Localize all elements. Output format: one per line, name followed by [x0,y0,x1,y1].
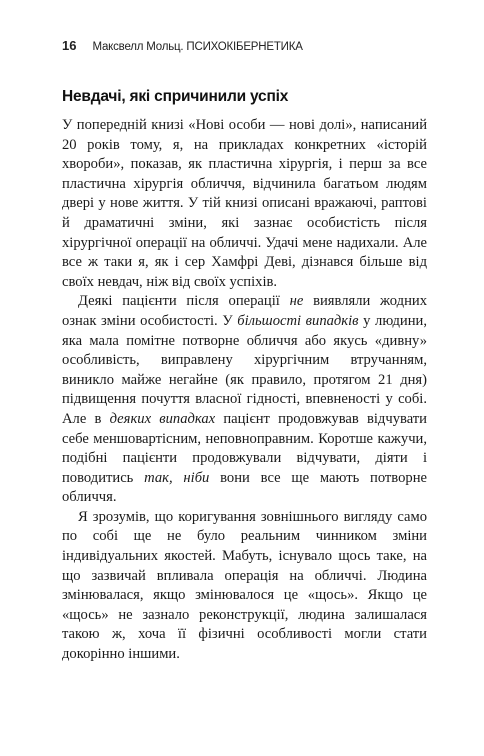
paragraph-3 [62,508,427,665]
book-page [62,38,427,665]
paragraph-text: Деякі пацієнти після операції [78,293,290,310]
paragraph-text: У попередній книзі «Нові особи — нові долі», написаний 20 років тому, я, на прикладах конкретних «історій хвороби», показав, як пластична хірургія, і перш за все пластична хірургія обличчя, відчинила багатьом людям двері у нове життя. У тій книзі описані вражаючі, раптові й драматичні зміни, які зазнає особистість після хірургічної операції на обличчі. Удачі мене надихали. Але все ж таки я, як і сер Хамфрі Деві, дізнався більше від своїх невдач, ніж від своїх успіхів. [62,117,427,290]
emphasis-text: деяких випадках [109,410,216,427]
paragraph-text: Я зрозумів, що коригування зовнішнього вигляду само по собі ще не було реальним чинником зміни індивідуальних якостей. Мабуть, існувало щось таке, на що зазвичай впливала операція на обличчі. Людина змінювалася, якщо змінювалося це «щось». Якщо це «щось» не зазнало реконструкції, людина залишалася такою ж, хоча її фізичні особливості могли стати докорінно іншими. [62,508,427,663]
page-number: 16 [62,38,77,53]
paragraph-text: у людини, яка мала помітне потворне обличчя або якусь «дивну» особливість, виправлену хірургічним втручанням, виникло майже негайне (як правило, протягом 21 дня) підвищення почуття власної гідності, впевненості у собі. Але в [62,312,427,427]
paragraph-text: виявляли жодних ознак зміни особистості. У [62,293,427,329]
paragraph-2 [62,292,427,508]
paragraph-text: пацієнт продовжував відчувати себе меншовартісним, неповноправним. Коротше кажучи, подібні пацієнти продовжували відчувати, діяти і поводитись [62,410,427,486]
paragraph-1 [62,116,427,292]
running-title: Максвелл Мольц. ПСИХОКІБЕРНЕТИКА [92,41,303,53]
emphasis-text: не [289,293,304,310]
paragraph-text: вони все ще мають потворне обличчя. [62,469,427,506]
emphasis-text: так, ніби [144,469,210,486]
running-head [62,38,427,56]
section-title: Невдачі, які спричинили успіх [62,88,289,105]
emphasis-text: більшості випадків [237,312,359,329]
body-text [62,116,427,665]
